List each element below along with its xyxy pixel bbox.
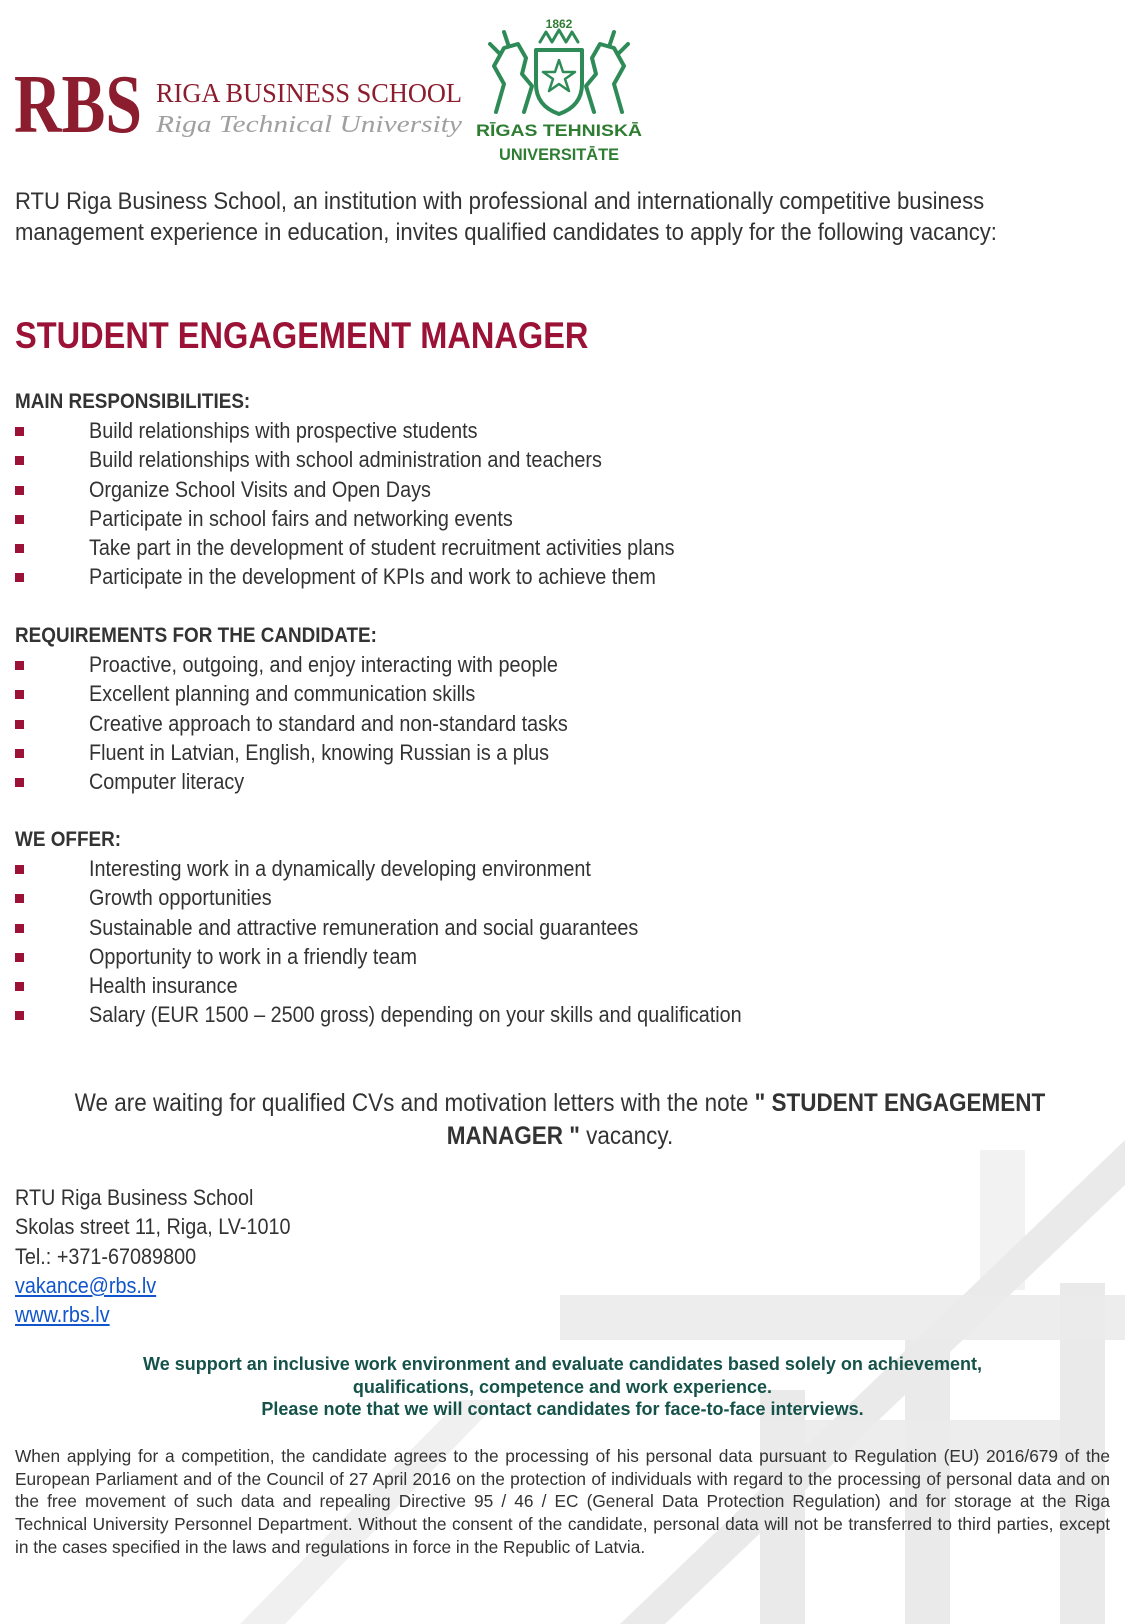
list-item: Proactive, outgoing, and enjoy interacting with people <box>15 650 417 679</box>
bullet-square-icon <box>15 749 24 758</box>
bullet-square-icon <box>15 427 24 436</box>
list-item: Creative approach to standard and non-standard tasks <box>15 709 417 738</box>
list-item: Organize School Visits and Open Days <box>15 475 276 504</box>
list-item: Interesting work in a dynamically developing environment <box>15 854 133 883</box>
bullet-square-icon <box>15 515 24 524</box>
list-item: Build relationships with school administration and teachers <box>15 445 276 474</box>
rbs-logo-mark: RBS <box>14 60 142 142</box>
requirements-list <box>15 650 568 796</box>
application-note-prefix: We are waiting for qualified CVs and motivation letters with the note <box>74 1089 749 1117</box>
application-note-suffix: vacancy. <box>586 1122 674 1150</box>
bullet-square-icon <box>15 1011 24 1020</box>
interview-notice: Please note that we will contact candidates for face-to-face interviews. <box>261 1399 864 1419</box>
list-item: Build relationships with prospective students <box>15 416 276 445</box>
bullet-square-icon <box>15 953 24 962</box>
rtu-logo-line1: RĪGAS TEHNISKĀ <box>476 121 642 140</box>
application-note <box>60 1087 1060 1153</box>
responsibilities-list <box>15 416 675 592</box>
bullet-square-icon <box>15 778 24 787</box>
rbs-logo-subtitle: Riga Technical University <box>154 112 463 138</box>
responsibilities-heading: MAIN RESPONSIBILITIES: <box>15 390 251 413</box>
offer-heading: WE OFFER: <box>15 828 122 851</box>
bullet-square-icon <box>15 894 24 903</box>
list-item: Sustainable and attractive remuneration and social guarantees <box>15 913 133 942</box>
rtu-logo-year: 1862 <box>545 17 573 31</box>
rtu-logo <box>474 14 644 169</box>
intro-paragraph: RTU Riga Business School, an institution with professional and internationally competitive business management experience in education, invites qualified candidates to apply for the following vacancy: <box>15 188 997 246</box>
bullet-square-icon <box>15 720 24 729</box>
list-item: Health insurance <box>15 971 133 1000</box>
requirements-section <box>15 621 568 796</box>
application-note-position: " STUDENT ENGAGEMENT MANAGER " <box>446 1089 1046 1150</box>
list-item: Fluent in Latvian, English, knowing Russian is a plus <box>15 738 417 767</box>
bullet-square-icon <box>15 924 24 933</box>
bullet-square-icon <box>15 690 24 699</box>
rtu-crest-icon <box>490 30 628 114</box>
list-item: Growth opportunities <box>15 883 133 912</box>
offer-list <box>15 854 742 1030</box>
responsibilities-section <box>15 387 675 592</box>
contact-phone: Tel.: +371-67089800 <box>15 1243 197 1269</box>
bullet-square-icon <box>15 544 24 553</box>
contact-organization: RTU Riga Business School <box>15 1185 254 1210</box>
list-item: Participate in school fairs and networking events <box>15 504 276 533</box>
list-item: Opportunity to work in a friendly team <box>15 942 133 971</box>
list-item: Excellent planning and communication skills <box>15 679 417 708</box>
inclusion-statement-line: qualifications, competence and work experience. <box>352 1376 773 1397</box>
list-item: Computer literacy <box>15 767 417 796</box>
rbs-logo <box>14 60 464 147</box>
offer-section <box>15 825 742 1030</box>
contact-website-link[interactable]: www.rbs.lv <box>15 1302 110 1328</box>
contact-address: Skolas street 11, Riga, LV-1010 <box>15 1214 291 1240</box>
rtu-logo-line2: UNIVERSITĀTE <box>499 145 619 164</box>
requirements-heading: REQUIREMENTS FOR THE CANDIDATE: <box>15 624 377 647</box>
contact-block <box>15 1183 321 1329</box>
job-title: STUDENT ENGAGEMENT MANAGER <box>15 315 589 356</box>
list-item: Participate in the development of KPIs and work to achieve them <box>15 562 276 591</box>
inclusion-statement-line: We support an inclusive work environment and evaluate candidates based solely on achievement, <box>143 1354 982 1374</box>
rbs-logo-name: RIGA BUSINESS SCHOOL <box>156 78 462 108</box>
bullet-square-icon <box>15 661 24 670</box>
contact-email-link[interactable]: vakance@rbs.lv <box>15 1272 157 1298</box>
list-item: Salary (EUR 1500 – 2500 gross) depending on your skills and qualification <box>15 1000 133 1029</box>
bullet-square-icon <box>15 573 24 582</box>
gdpr-notice: When applying for a competition, the candidate agrees to the processing of his personal data pursuant to Regulation (EU) 2016/679 of the European Parliament and of the Council of 27 April 2016 on the protection of individuals with regard to the processing of personal data and on the free movement of such data and repealing Directive 95 / 46 / EC (General Data Protection Regulation) and for storage at the Riga Technical University Personnel Department. Without the consent of the candidate, personal data will not be transferred to third parties, except in the cases specified in the laws and regulations in force in the Republic of Latvia. <box>15 1446 1110 1557</box>
bullet-square-icon <box>15 456 24 465</box>
bullet-square-icon <box>15 982 24 991</box>
bullet-square-icon <box>15 865 24 874</box>
inclusion-statement <box>30 1353 1095 1421</box>
bullet-square-icon <box>15 486 24 495</box>
list-item: Take part in the development of student recruitment activities plans <box>15 533 276 562</box>
